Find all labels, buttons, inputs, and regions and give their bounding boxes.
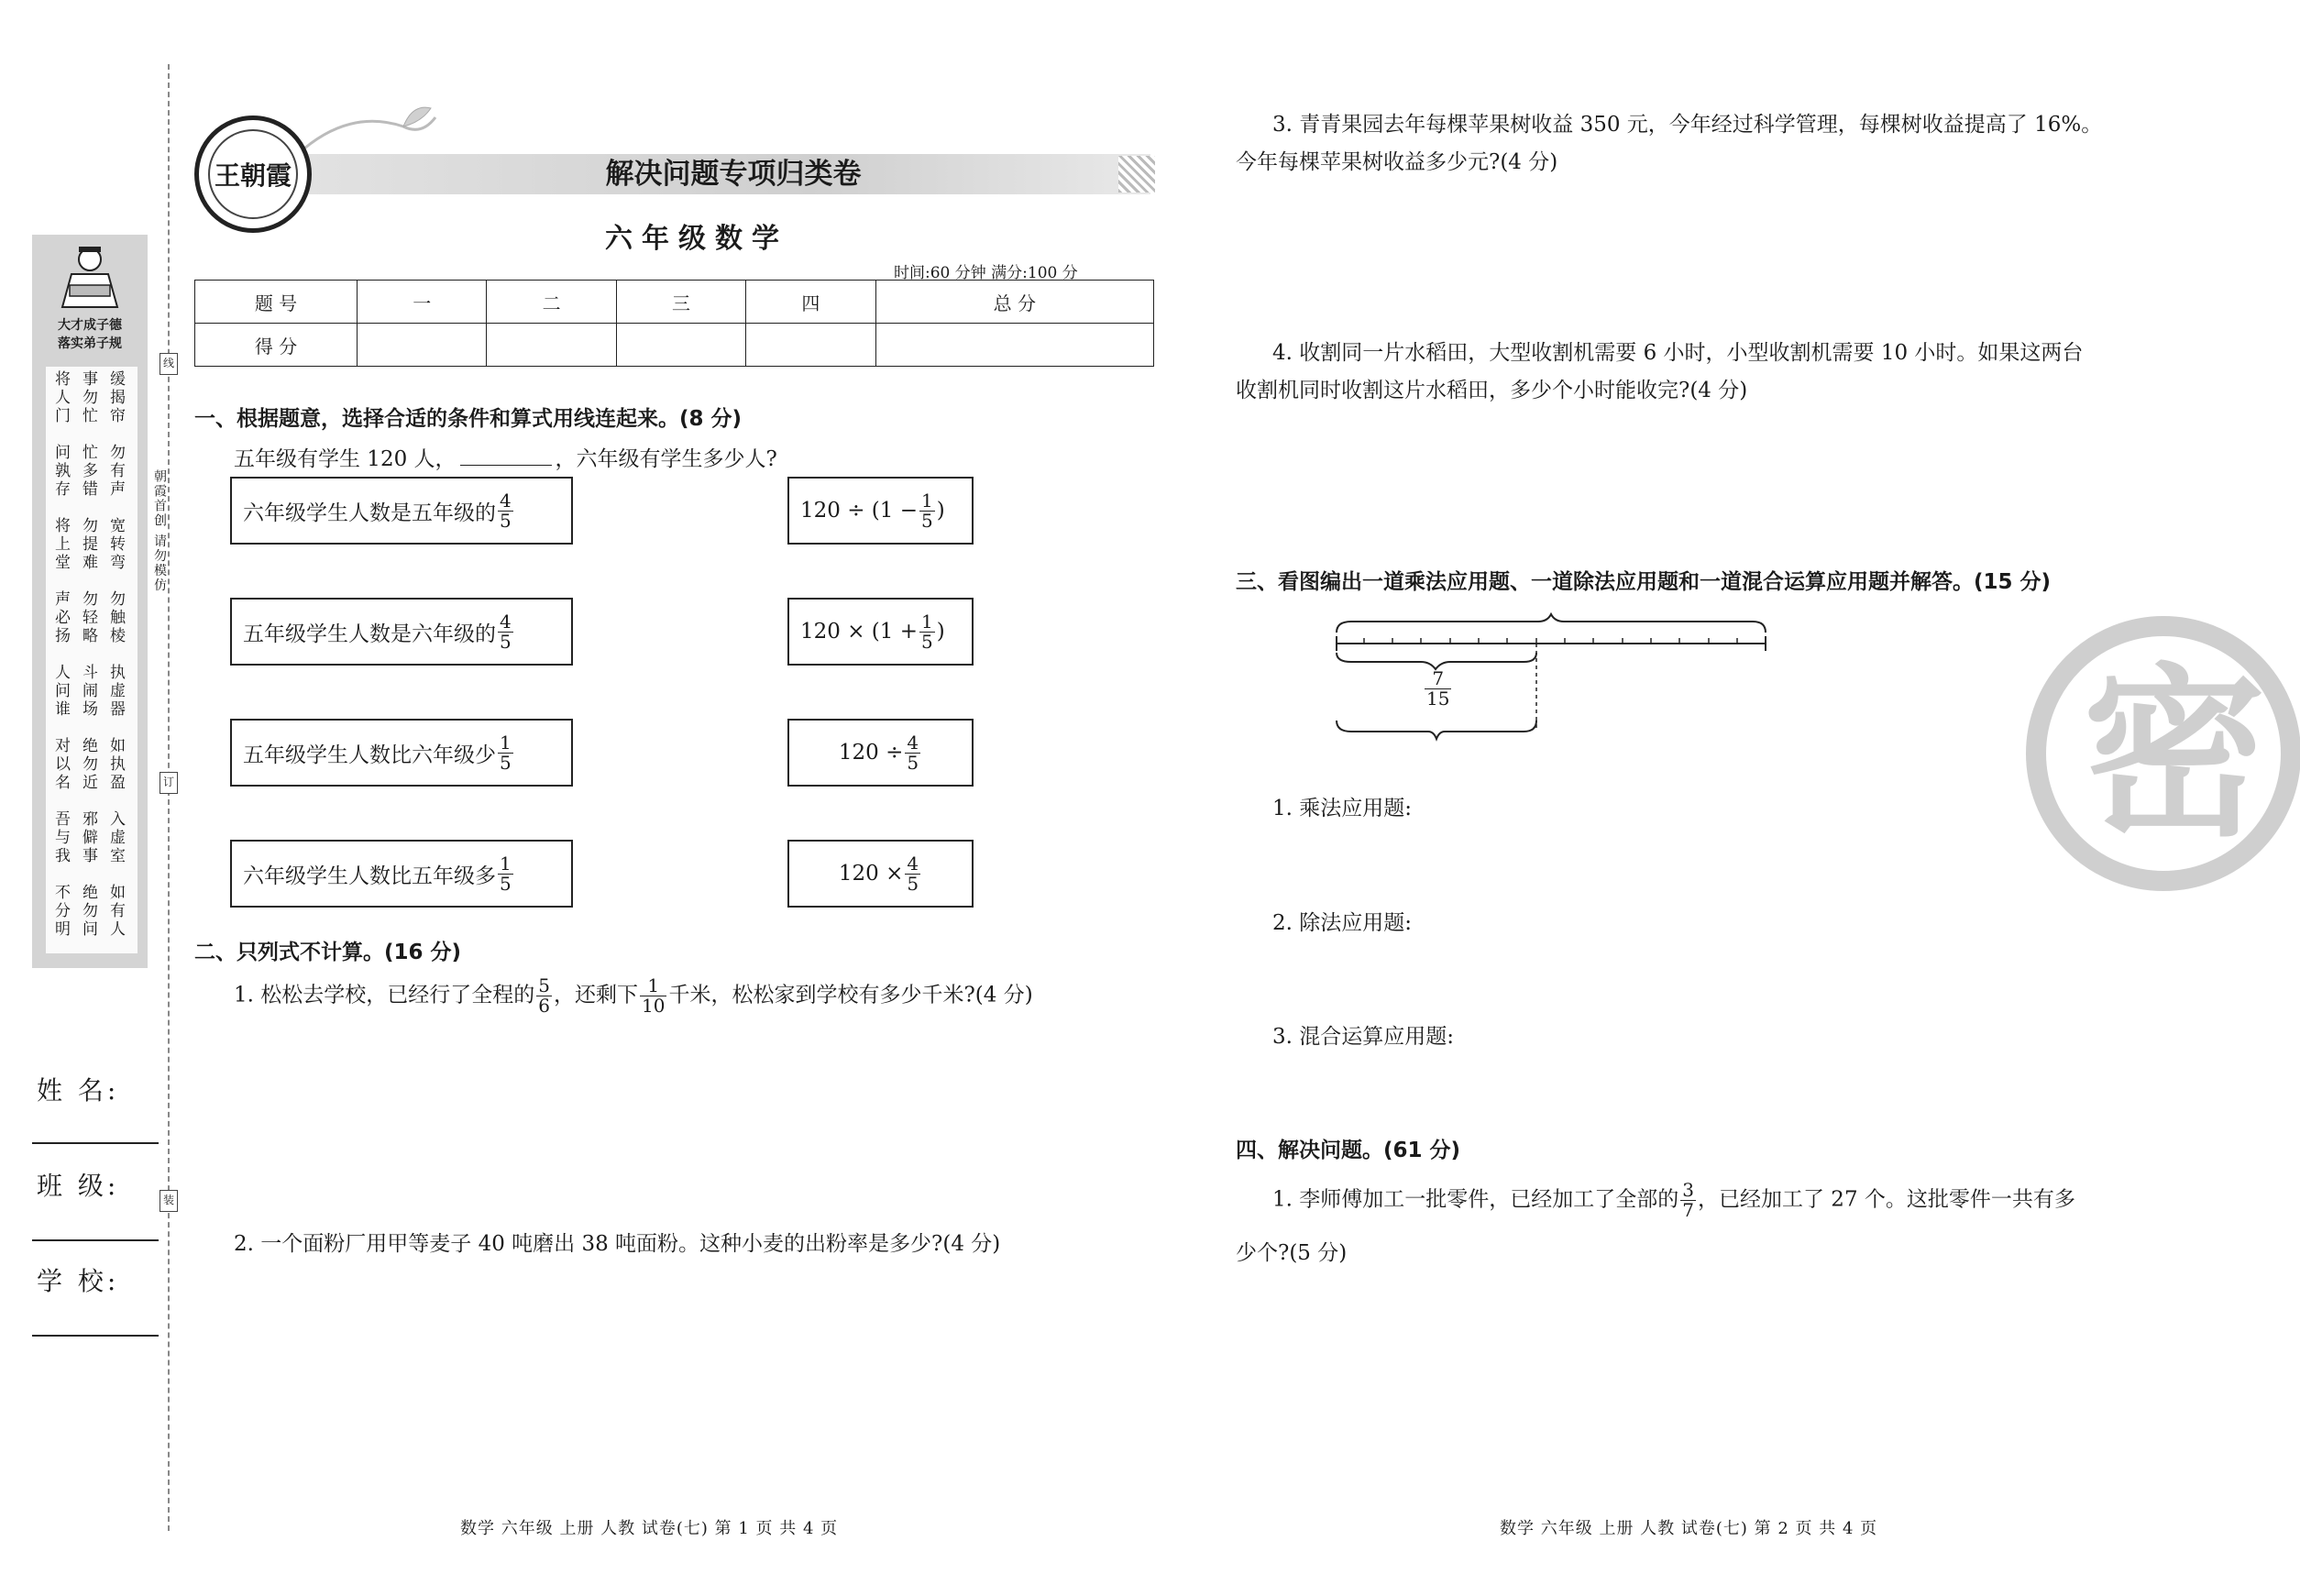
- cut-mark: 订: [160, 772, 178, 794]
- motto-col: 缓揭帘: [106, 370, 125, 425]
- q3-line2: 今年每棵苹果树收益多少元?(4 分): [1236, 150, 1558, 174]
- secret-watermark: 密: [2026, 616, 2300, 891]
- class-label: 班 级:: [37, 1171, 120, 1201]
- motto-col: 如执盈: [106, 737, 125, 792]
- motto-col: 将人门: [51, 370, 70, 425]
- fraction: $\frac{3}{7}$: [1682, 1179, 1694, 1221]
- brand-logo: [194, 116, 312, 233]
- q4-line2: 收割机同时收割这片水稻田，多少个小时能收完?(4 分): [1236, 379, 1748, 402]
- score-header: 三: [616, 281, 745, 324]
- score-header: 一: [358, 281, 487, 324]
- table-row: [195, 324, 1154, 367]
- condition-box[interactable]: 五年级学生人数比六年级少 $\frac{1}{5}$: [230, 719, 573, 787]
- formula-box[interactable]: 120 ÷ $\frac{4}{5}$: [787, 719, 974, 787]
- section2-q2: 2. 一个面粉厂用甲等麦子 40 吨磨出 38 吨面粉。这种小麦的出粉率是多少?(4 分): [234, 1232, 1001, 1256]
- section2-q1: 1. 松松去学校，已经行了全程的 $\frac{5}{6}$ ，还剩下 $\frac{1}{10}$ 千米，松松家到学校有多少千米?(4 分): [234, 974, 1033, 1017]
- motto-col: 勿轻略: [79, 590, 97, 645]
- motto-col: 勿有声: [106, 444, 125, 499]
- formula-box[interactable]: 120 × $\frac{4}{5}$: [787, 840, 974, 908]
- motto-col: 将上堂: [51, 517, 70, 572]
- motto-col: 不分明: [51, 884, 70, 939]
- logo-text: 王朝霞: [208, 129, 298, 219]
- page-subtitle: 六年级数学: [605, 223, 788, 255]
- motto-col: 问孰存: [51, 444, 70, 499]
- motto-col: 对以名: [51, 737, 70, 792]
- fraction: $\frac{4}{5}$: [500, 610, 512, 653]
- fraction: $\frac{1}{5}$: [500, 731, 512, 774]
- school-label: 学 校:: [37, 1266, 120, 1296]
- cut-dashed-line: [168, 64, 170, 1531]
- motto-col: 斗闹场: [79, 664, 97, 719]
- blank-line[interactable]: [460, 465, 552, 466]
- school-field[interactable]: [32, 1335, 159, 1337]
- formula-box[interactable]: 120 × (1 + $\frac{1}{5}$ ): [787, 598, 974, 666]
- section4-q1: 1. 李师傅加工一批零件，已经加工了全部的 $\frac{3}{7}$ ，已经加工了 27 个。这批零件一共有多: [1272, 1179, 2075, 1221]
- table-row: [195, 281, 1154, 324]
- section4-q1-line2: 少个?(5 分): [1236, 1241, 1348, 1265]
- score-cell[interactable]: [358, 324, 487, 367]
- name-field[interactable]: [32, 1142, 159, 1144]
- section2-title: 二、只列式不计算。(16 分): [194, 941, 462, 964]
- motto-col: 吾与我: [51, 810, 70, 865]
- motto-col: 事勿忙: [79, 370, 97, 425]
- score-header: 题 号: [195, 281, 358, 324]
- motto-col: 如有人: [106, 884, 125, 939]
- fraction: $\frac{1}{5}$: [920, 489, 933, 532]
- score-cell[interactable]: [487, 324, 616, 367]
- motto-columns: [46, 367, 138, 953]
- fraction: $\frac{4}{5}$: [907, 852, 919, 895]
- section4-title: 四、解决问题。(61 分): [1236, 1139, 1461, 1162]
- motto-col: 人问谁: [51, 664, 70, 719]
- fraction: $\frac{4}{5}$: [500, 489, 512, 532]
- fraction: $\frac{1}{5}$: [500, 852, 512, 895]
- fraction: $\frac{1}{10}$: [642, 974, 666, 1017]
- ribbon-decoration: [293, 99, 440, 163]
- name-label: 姓 名:: [37, 1075, 120, 1106]
- page-footer-left: 数学 六年级 上册 人教 试卷(七) 第 1 页 共 4 页: [460, 1519, 839, 1538]
- score-header: 四: [746, 281, 875, 324]
- motto-col: 入虚室: [106, 810, 125, 865]
- motto-col: 勿提难: [79, 517, 97, 572]
- fraction: $\frac{1}{5}$: [920, 610, 933, 653]
- segment-diagram: [1329, 612, 1774, 750]
- motto-col: 忙多错: [79, 444, 97, 499]
- section1-title: 一、根据题意，选择合适的条件和算式用线连起来。(8 分): [194, 407, 743, 431]
- score-cell[interactable]: [616, 324, 745, 367]
- score-cell[interactable]: [875, 324, 1153, 367]
- fraction: $\frac{5}{6}$: [538, 974, 550, 1017]
- class-field[interactable]: [32, 1239, 159, 1241]
- condition-box[interactable]: 六年级学生人数比五年级多 $\frac{1}{5}$: [230, 840, 573, 908]
- score-header: 总 分: [875, 281, 1153, 324]
- cut-mark: 线: [160, 353, 178, 375]
- scholar-illustration: [53, 243, 127, 312]
- motto-col: 邪僻事: [79, 810, 97, 865]
- score-table: [194, 280, 1154, 367]
- score-row-label: 得 分: [195, 324, 358, 367]
- motto-col: 执虚器: [106, 664, 125, 719]
- q4-line1: 4. 收割同一片水稻田，大型收割机需要 6 小时，小型收割机需要 10 小时。如果这两台: [1272, 341, 2084, 365]
- q3-line1: 3. 青青果园去年每棵苹果树收益 350 元，今年经过科学管理，每棵树收益提高了 16%。: [1272, 113, 2103, 137]
- side-note: 朝霞首创 请勿模仿: [152, 469, 167, 593]
- score-header: 二: [487, 281, 616, 324]
- motto-col: 声必扬: [51, 590, 70, 645]
- condition-box[interactable]: 五年级学生人数是六年级的 $\frac{4}{5}$: [230, 598, 573, 666]
- diagram-fraction: $\frac{7}{15}$: [1426, 667, 1450, 710]
- page-footer-right: 数学 六年级 上册 人教 试卷(七) 第 2 页 共 4 页: [1500, 1519, 1878, 1538]
- motto-col: 宽转弯: [106, 517, 125, 572]
- cut-mark: 装: [160, 1190, 178, 1212]
- dot-pattern: [1118, 156, 1155, 193]
- multiplication-problem-label: 1. 乘法应用题:: [1272, 797, 1413, 820]
- motto-heading: 大才成子德 落实弟子规: [58, 318, 122, 351]
- score-cell[interactable]: [746, 324, 875, 367]
- section1-stem: 五年级有学生 120 人， ，六年级有学生多少人?: [234, 447, 777, 471]
- motto-col: 勿触棱: [106, 590, 125, 645]
- formula-box[interactable]: 120 ÷ (1 − $\frac{1}{5}$ ): [787, 477, 974, 545]
- mixed-problem-label: 3. 混合运算应用题:: [1272, 1025, 1455, 1049]
- page-title: 解决问题专项归类卷: [605, 158, 862, 191]
- motto-col: 绝勿问: [79, 884, 97, 939]
- fraction: $\frac{4}{5}$: [907, 731, 919, 774]
- section3-title: 三、看图编出一道乘法应用题、一道除法应用题和一道混合运算应用题并解答。(15 分): [1236, 570, 2052, 594]
- motto-col: 绝勿近: [79, 737, 97, 792]
- division-problem-label: 2. 除法应用题:: [1272, 911, 1413, 935]
- time-info: 时间:60 分钟 满分:100 分: [894, 264, 1078, 282]
- condition-box[interactable]: 六年级学生人数是五年级的 $\frac{4}{5}$: [230, 477, 573, 545]
